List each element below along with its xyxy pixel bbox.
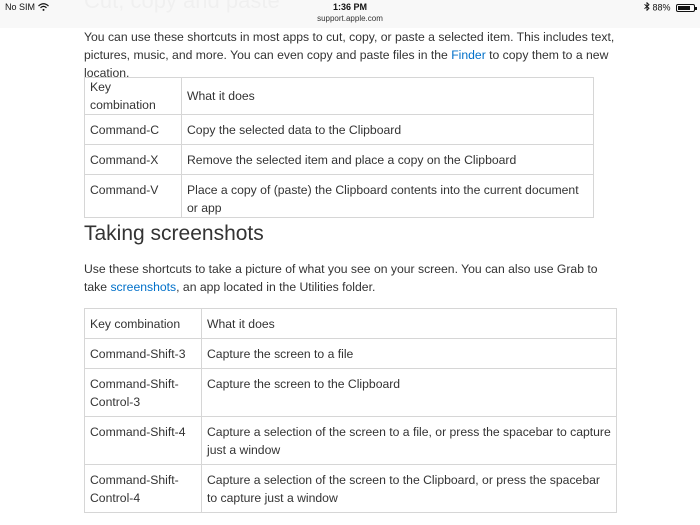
table-row xyxy=(85,417,617,465)
key-combination-cell: Command-Shift-Control-4 xyxy=(85,465,202,513)
url-label[interactable]: support.apple.com xyxy=(317,14,383,23)
table-row xyxy=(85,339,617,369)
intro-text: You can use these shortcuts in most apps to cut, copy, or paste a selected item. This includes text, pictures, music, and more. You can even copy and paste files in the xyxy=(84,30,615,62)
carrier-label: No SIM xyxy=(5,2,36,12)
table-row xyxy=(85,145,594,175)
table-row xyxy=(85,369,617,417)
intro-text: Use these shortcuts to take a picture of what you see on your screen. You can also use Grab to take xyxy=(84,262,598,294)
battery-level xyxy=(678,6,690,10)
key-combination-cell: Command-Shift-4 xyxy=(85,417,202,465)
table-row xyxy=(85,115,594,145)
screenshots-table xyxy=(84,308,617,513)
battery-percent: 88% xyxy=(652,2,671,13)
cut-copy-paste-intro xyxy=(84,28,624,82)
action-cell: Place a copy of (paste) the Clipboard contents into the current document or app xyxy=(182,175,594,218)
finder-link[interactable]: Finder xyxy=(451,48,486,62)
action-cell: Capture a selection of the screen to the Clipboard, or press the spacebar to capture just a window xyxy=(202,465,617,513)
status-bar xyxy=(0,0,700,28)
action-cell: Capture the screen to the Clipboard xyxy=(202,369,617,417)
key-combination-cell: Command-C xyxy=(85,115,182,145)
cut-copy-paste-table xyxy=(84,77,594,218)
action-cell: Capture the screen to a file xyxy=(202,339,617,369)
status-right xyxy=(644,2,695,13)
action-cell: Capture a selection of the screen to a file, or press the spacebar to capture just a window xyxy=(202,417,617,465)
intro-text-end: , an app located in the Utilities folder. xyxy=(176,280,376,294)
battery-icon xyxy=(676,4,695,12)
table-row xyxy=(85,465,617,513)
column-header: Key combination xyxy=(85,78,182,115)
column-header: What it does xyxy=(202,309,617,339)
section-heading-taking-screenshots: Taking screenshots xyxy=(84,222,264,245)
bluetooth-icon xyxy=(644,3,650,13)
screenshots-intro xyxy=(84,260,604,296)
action-cell: Copy the selected data to the Clipboard xyxy=(182,115,594,145)
key-combination-cell: Command-Shift-3 xyxy=(85,339,202,369)
column-header: What it does xyxy=(182,78,594,115)
table-row xyxy=(85,175,594,218)
key-combination-cell: Command-V xyxy=(85,175,182,218)
intro-text-end: to copy them to a new location. xyxy=(84,48,609,80)
key-combination-cell: Command-X xyxy=(85,145,182,175)
action-cell: Remove the selected item and place a copy on the Clipboard xyxy=(182,145,594,175)
table-header-row xyxy=(85,309,617,339)
table-header-row xyxy=(85,78,594,115)
screenshots-link[interactable]: screenshots xyxy=(110,280,177,294)
clock: 1:36 PM xyxy=(332,2,367,12)
key-combination-cell: Command-Shift-Control-3 xyxy=(85,369,202,417)
column-header: Key combination xyxy=(85,309,202,339)
